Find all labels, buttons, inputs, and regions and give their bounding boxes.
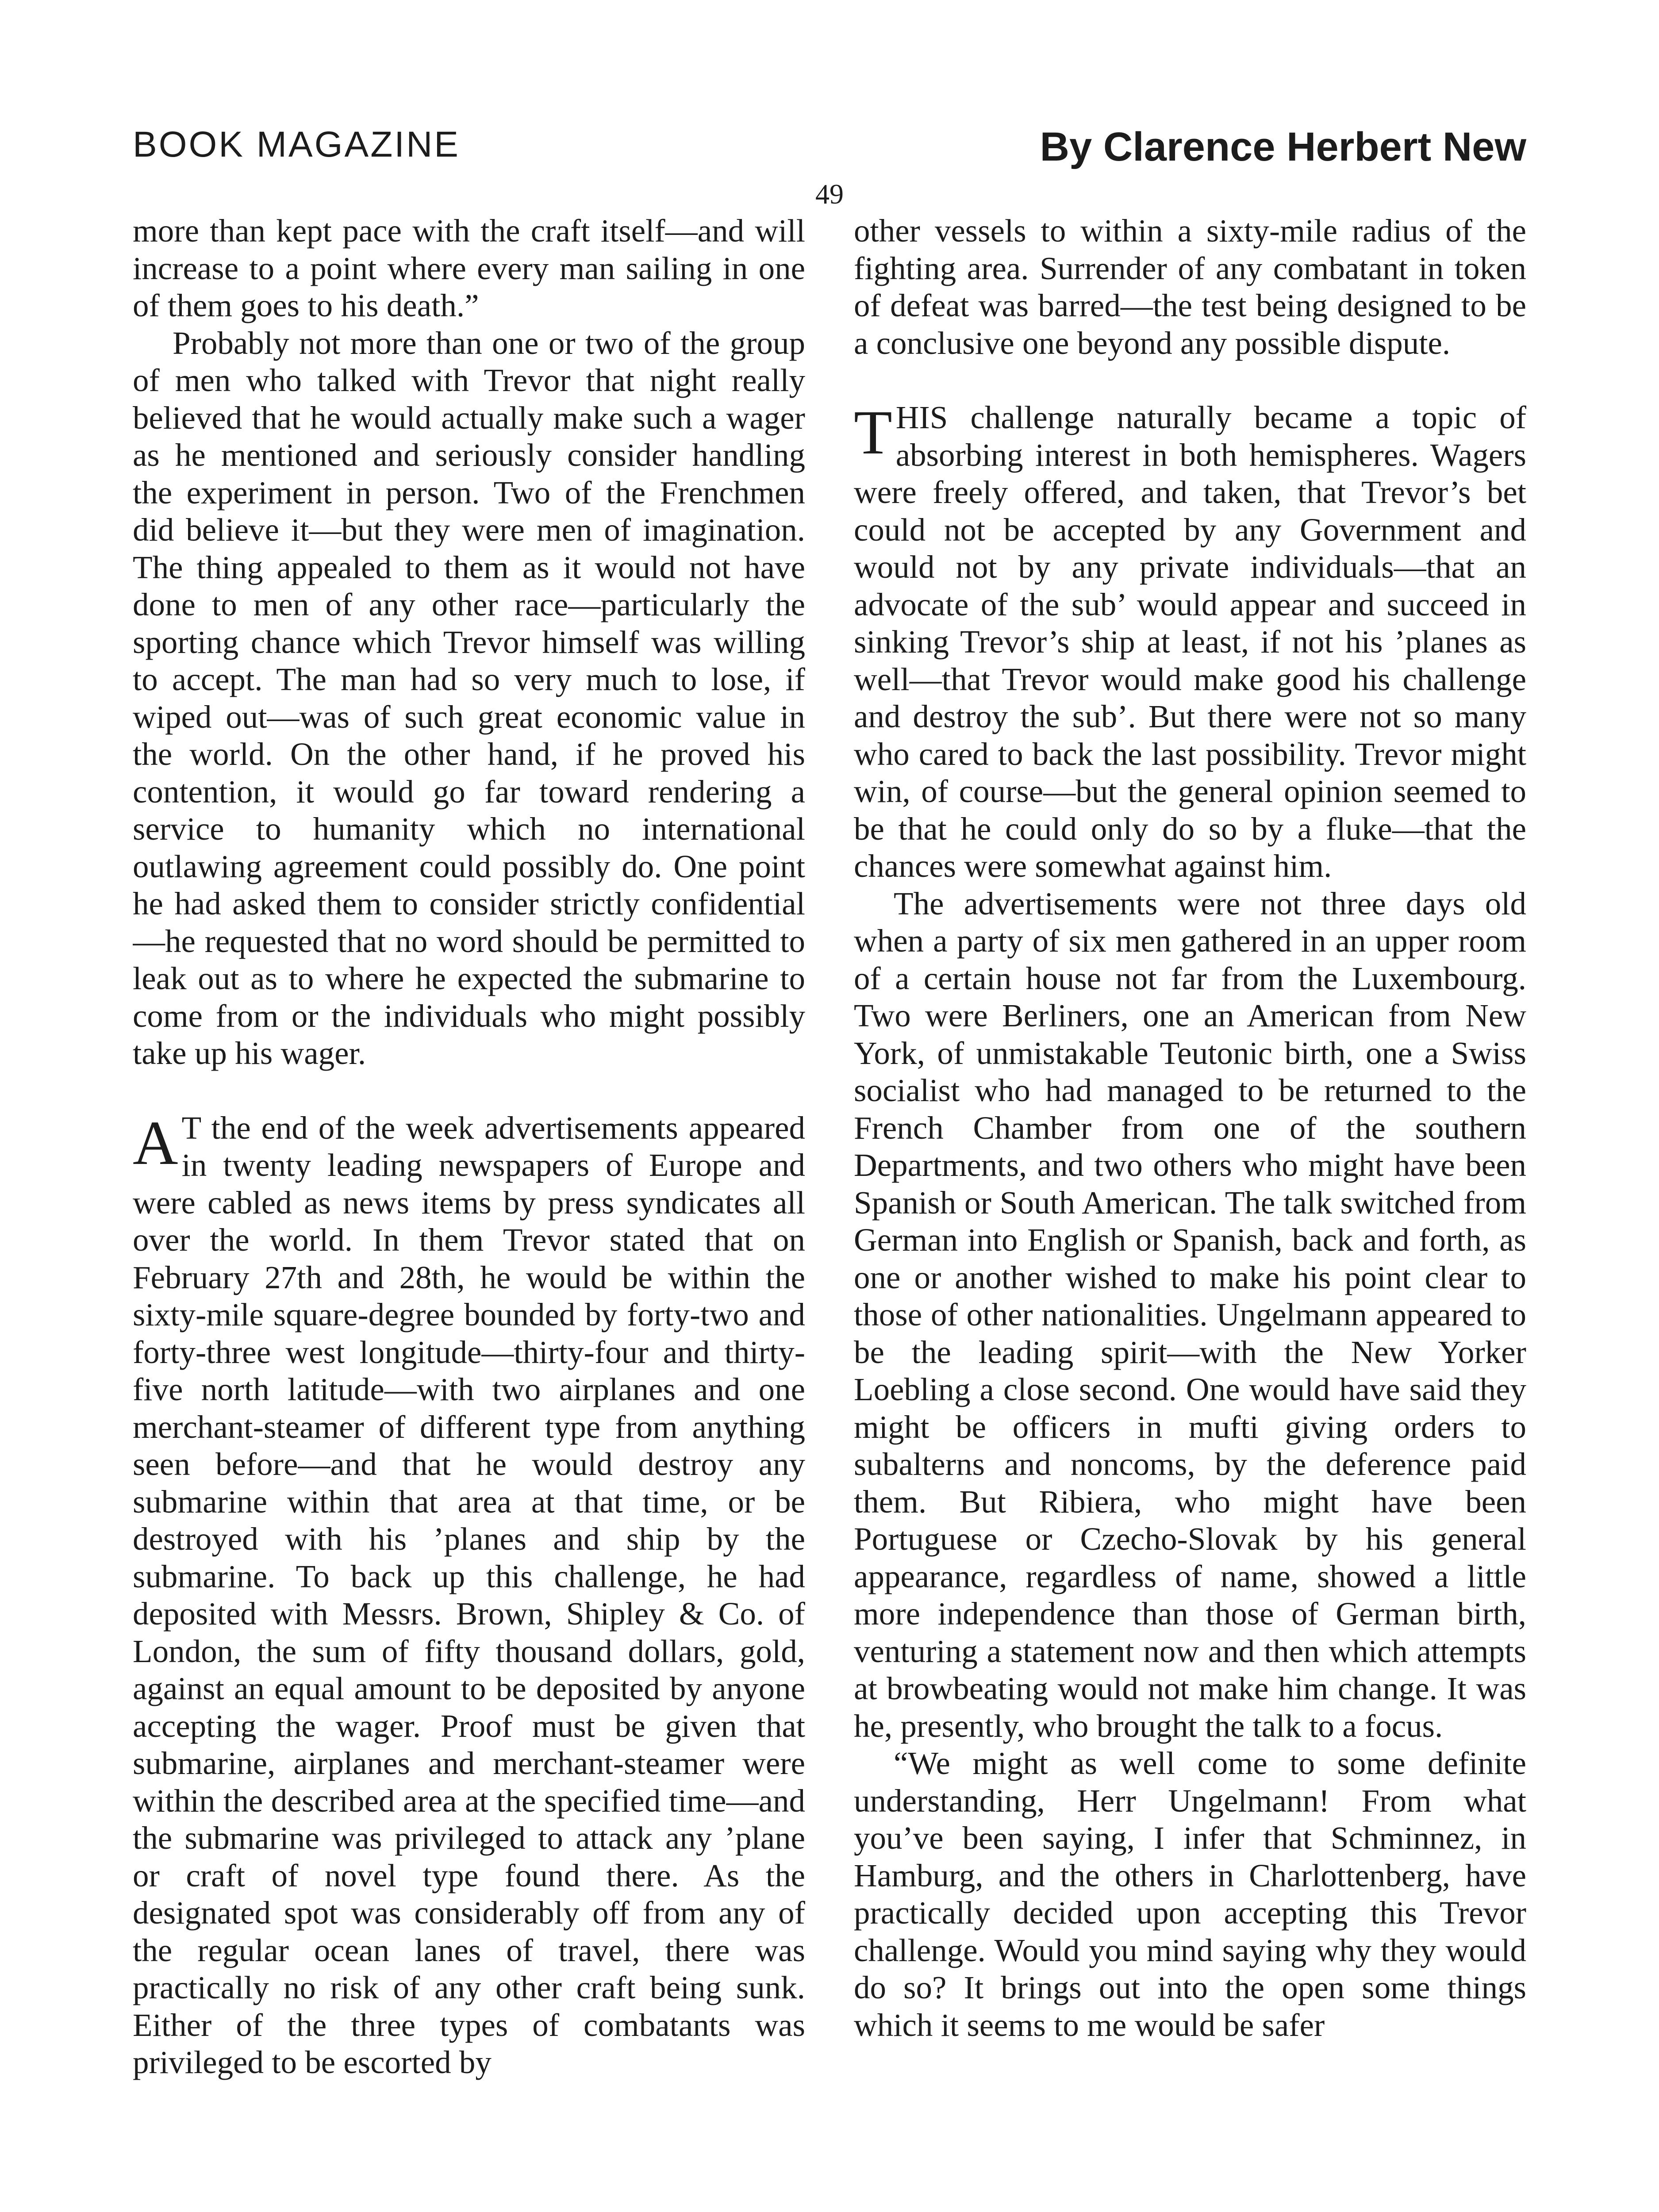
drop-cap: T [854, 397, 892, 467]
section-paragraph [854, 399, 1526, 885]
left-column [133, 212, 805, 2212]
magazine-title: BOOK MAGAZINE [133, 124, 460, 165]
paragraph: “We might as well come to some definite understanding, Herr Ungelmann! From what you’ve been saying, I infer that Schminnez, in Hamburg, and the others in Charlottenberg, have practically decided upon accepting this Trevor challenge. Would you mind saying why they would do so? It brings out into the open some things which it seems to me would be safer [854, 1745, 1526, 2043]
paragraph: other vessels to within a sixty-mile radius of the fighting area. Surrender of any combatant in token of defeat was barred—the test being designed to be a conclusive one beyond any possible dispute. [854, 213, 1526, 361]
paragraph-text: HIS challenge naturally became a topic of absorbing interest in both hemispheres. Wagers were freely offered, and taken, that Trevor’s bet could not be accepted by any Government and would not by any private individuals—that an advocate of the sub’ would appear and succeed in sinking Trevor’s ship at least, if not his ’planes as well—that Trevor would make good his challenge and destroy the sub’. But there were not so many who cared to back the last possibility. Trevor might win, of course—but the general opinion seemed to be that he could only do so by a fluke—that the chances were somewhat against him. [854, 399, 1526, 884]
paragraph: more than kept pace with the craft itself—and will increase to a point where every man sailing in one of them goes to his death.” [133, 213, 805, 323]
section-paragraph [133, 1107, 805, 2081]
paragraph: The advertisements were not three days old when a party of six men gathered in an upper room of a certain house not far from the Luxembourg. Two were Berliners, one an American from New York, of unmistakable Teutonic birth, one a Swiss socialist who had managed to be returned to the French Chamber from one of the southern Departments, and two others who might have been Spanish or South American. The talk switched from German into English or Spanish, back and forth, as one or another wished to make his point clear to those of other nationalities. Ungelmann appeared to be the leading spirit—with the New Yorker Loebling a close second. One would have said they might be officers in mufti giving orders to subalterns and noncoms, by the deference paid them. But Ribiera, who might have been Portuguese or Czecho-Slovak by his general appearance, regardless of name, showed a little more independence than those of German birth, venturing a statement now and then which attempts at browbeating would not make him change. It was he, presently, who brought the talk to a focus. [854, 885, 1526, 1744]
paragraph: Probably not more than one or two of the group of men who talked with Trevor that night really believed that he would actually make such a wager as he mentioned and seriously consider handling the experiment in person. Two of the Frenchmen did believe it—but they were men of imagination. The thing appealed to them as it would not have done to men of any other race—particularly the sporting chance which Trevor himself was willing to accept. The man had so very much to lose, if wiped out—was of such great economic value in the world. On the other hand, if he proved his contention, it would go far toward rendering a service to humanity which no international outlawing agreement could possibly do. One point he had asked them to consider strictly confidential—he requested that no word should be permitted to leak out as to where he expected the submarine to come from or the individuals who might possibly take up his wager. [133, 325, 805, 1071]
page-number: 49 [815, 178, 844, 210]
magazine-page [133, 124, 1526, 2212]
drop-cap: A [133, 1107, 178, 1178]
paragraph-text: T the end of the week advertisements appeared in twenty leading newspapers of Europe and were cabled as news items by press syndicates all over the world. In them Trevor stated that on February 27th and 28th, he would be within the sixty-mile square-degree bounded by forty-two and forty-three west longitude—thirty-four and thirty-five north latitude—with two airplanes and one merchant-steamer of different type from anything seen before—and that he would destroy any submarine within that area at that time, or be destroyed with his ’planes and ship by the submarine. To back up this challenge, he had deposited with Messrs. Brown, Shipley & Co. of London, the sum of fifty thousand dollars, gold, against an equal amount to be deposited by anyone accepting the wager. Proof must be given that submarine, airplanes and merchant-steamer were within the described area at the specified time—and the submarine was privileged to attack any ’plane or craft of novel type found there. As the designated spot was considerably off from any of the regular ocean lanes of travel, there was practically no risk of any other craft being sunk. Either of the three types of combatants was privileged to be escorted by [133, 1110, 805, 2080]
right-column [854, 212, 1526, 2212]
author-byline: By Clarence Herbert New [1040, 124, 1526, 169]
